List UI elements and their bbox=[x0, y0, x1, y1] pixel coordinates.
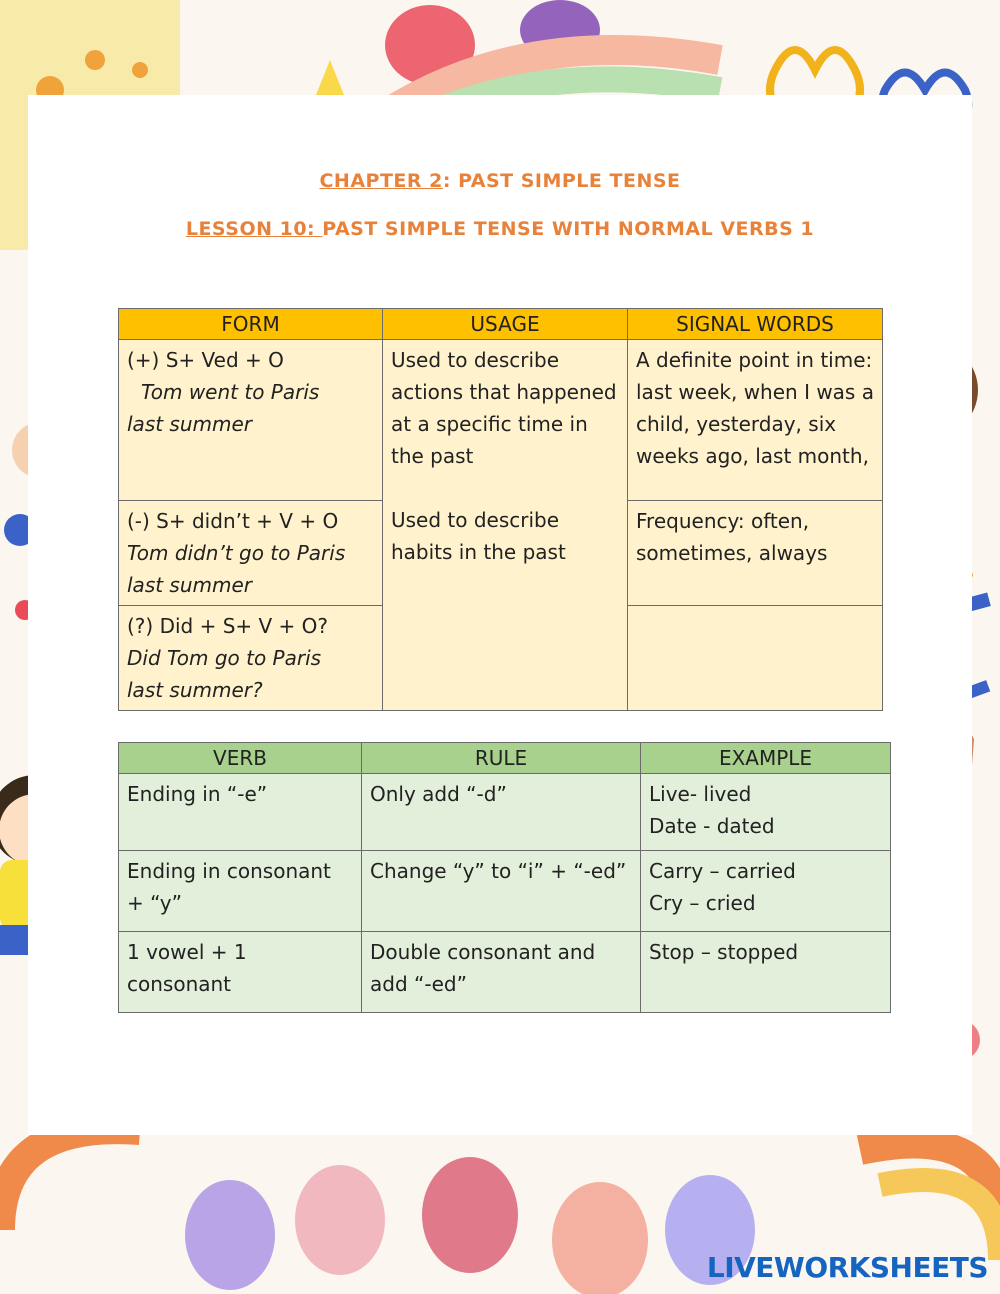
example-text: Date - dated bbox=[649, 814, 775, 838]
form-usage-table bbox=[118, 308, 883, 711]
example-text: Stop – stopped bbox=[649, 940, 799, 964]
example-text: Did Tom go to Paris bbox=[127, 646, 322, 670]
example-text: Tom went to Paris bbox=[141, 380, 320, 404]
formula-text: (-) S+ didn’t + V + O bbox=[127, 509, 339, 533]
signal-words-cell bbox=[628, 501, 883, 606]
chapter-title bbox=[0, 170, 1000, 192]
verb-cell: Ending in consonant + “y” bbox=[119, 851, 362, 932]
header-example: EXAMPLE bbox=[641, 743, 891, 774]
example-text: Carry – carried bbox=[649, 859, 796, 883]
example-cell bbox=[641, 851, 891, 932]
example-cell bbox=[641, 774, 891, 851]
usage-text: Used to describe habits in the past bbox=[391, 508, 566, 564]
form-negative bbox=[119, 501, 383, 606]
usage-text: Used to describe actions that happened at a specific time in the past bbox=[391, 348, 617, 468]
header-form: FORM bbox=[119, 309, 383, 340]
logo-text: LIVEWORKSHEETS bbox=[706, 1251, 988, 1284]
table-header-row bbox=[119, 743, 891, 774]
rule-cell: Only add “-d” bbox=[362, 774, 641, 851]
signal-words-cell bbox=[628, 340, 883, 501]
liveworksheets-logo bbox=[707, 1251, 988, 1284]
signal-text: Frequency: often, sometimes, always bbox=[636, 509, 828, 565]
header-usage: USAGE bbox=[383, 309, 628, 340]
table-row bbox=[119, 851, 891, 932]
lesson-title bbox=[0, 218, 1000, 240]
table-row bbox=[119, 932, 891, 1013]
verb-cell: Ending in “-e” bbox=[119, 774, 362, 851]
verb-rule-table bbox=[118, 742, 891, 1013]
formula-text: (?) Did + S+ V + O? bbox=[127, 614, 329, 638]
example-text: last summer? bbox=[127, 678, 263, 702]
rule-cell: Double consonant and add “-ed” bbox=[362, 932, 641, 1013]
usage-cell bbox=[383, 340, 628, 711]
verb-cell: 1 vowel + 1 consonant bbox=[119, 932, 362, 1013]
formula-text: (+) S+ Ved + O bbox=[127, 348, 284, 372]
form-question bbox=[119, 606, 383, 711]
example-text: Cry – cried bbox=[649, 891, 756, 915]
header-verb: VERB bbox=[119, 743, 362, 774]
lesson-number: LESSON 10: bbox=[185, 218, 323, 240]
example-text: Tom didn’t go to Paris bbox=[127, 541, 346, 565]
lesson-name: PAST SIMPLE TENSE WITH NORMAL VERBS 1 bbox=[322, 218, 815, 240]
table-row bbox=[119, 340, 883, 501]
table-header-row bbox=[119, 309, 883, 340]
signal-text: A definite point in time: last week, when I was a child, yesterday, six weeks ago, last month, bbox=[636, 348, 874, 468]
form-affirmative bbox=[119, 340, 383, 501]
rule-cell: Change “y” to “i” + “-ed” bbox=[362, 851, 641, 932]
header-rule: RULE bbox=[362, 743, 641, 774]
example-text: last summer bbox=[127, 412, 253, 436]
signal-words-cell bbox=[628, 606, 883, 711]
chapter-name: : PAST SIMPLE TENSE bbox=[442, 170, 681, 192]
example-cell bbox=[641, 932, 891, 1013]
example-text: last summer bbox=[127, 573, 253, 597]
table-row bbox=[119, 774, 891, 851]
example-text: Live- lived bbox=[649, 782, 752, 806]
header-signal-words: SIGNAL WORDS bbox=[628, 309, 883, 340]
chapter-number: CHAPTER 2 bbox=[319, 170, 443, 192]
